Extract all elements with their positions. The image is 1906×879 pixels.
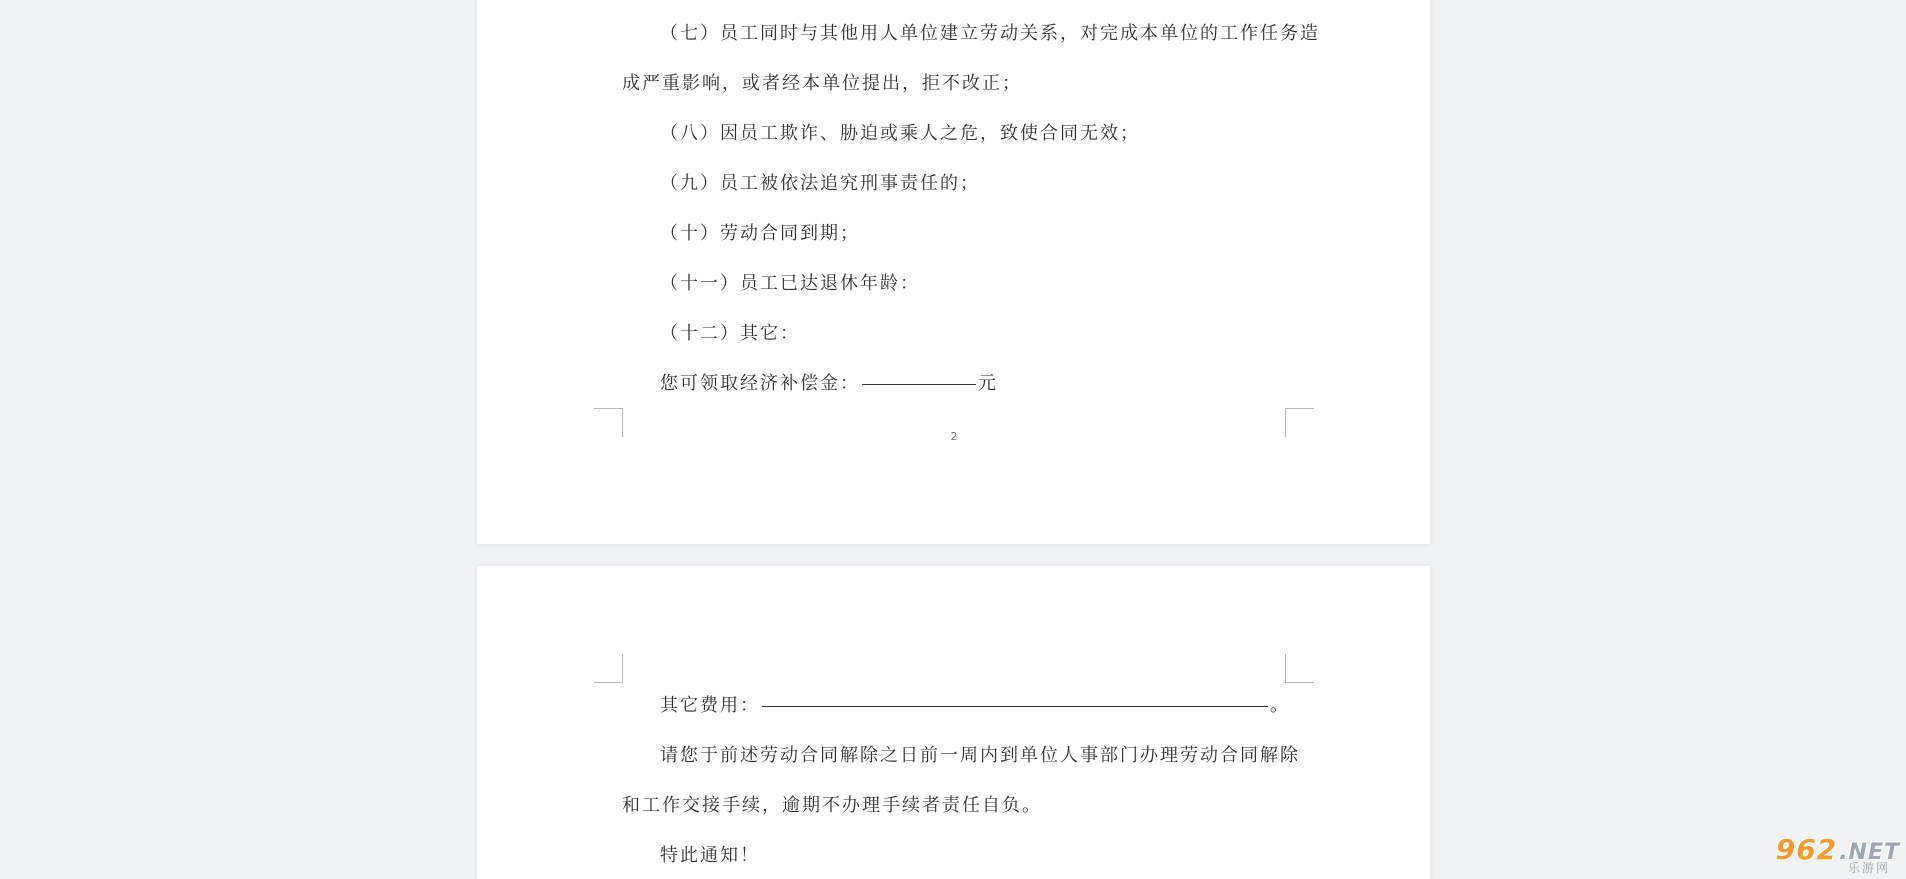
clause-11: （十一）员工已达退休年龄： [660, 273, 920, 294]
document-page-3 [477, 566, 1430, 879]
procedure-line-2: 和工作交接手续，逾期不办理手续者责任自负。 [622, 795, 1042, 816]
document-page-2 [477, 0, 1430, 544]
clause-10: （十）劳动合同到期； [660, 223, 860, 244]
page-number: 2 [950, 430, 958, 443]
watermark-sub: 乐游网 [1847, 861, 1890, 875]
crop-mark-bottom-left [594, 408, 623, 437]
other-fees-end: 。 [1270, 695, 1290, 716]
other-fees-line [660, 694, 1290, 718]
clause-7-line-1: （七）员工同时与其他用人单位建立劳动关系，对完成本单位的工作任务造 [660, 23, 1320, 44]
watermark-number: 962 [1775, 833, 1838, 866]
compensation-blank[interactable] [862, 384, 976, 385]
clause-8: （八）因员工欺诈、胁迫或乘人之危，致使合同无效； [660, 123, 1140, 144]
watermark-main [1768, 833, 1900, 866]
procedure-line-1: 请您于前述劳动合同解除之日前一周内到单位人事部门办理劳动合同解除 [660, 745, 1300, 766]
watermark-net: .NET [1839, 840, 1900, 865]
crop-mark-bottom-right [1285, 408, 1314, 437]
other-fees-blank[interactable] [762, 706, 1268, 707]
compensation-line [660, 372, 998, 396]
compensation-label: 您可领取经济补偿金： [660, 373, 860, 394]
clause-12: （十二）其它： [660, 323, 800, 344]
crop-mark-top-left [594, 654, 623, 683]
other-fees-label: 其它费用： [660, 695, 760, 716]
notice-closing: 特此通知！ [660, 845, 760, 866]
compensation-unit: 元 [978, 373, 998, 394]
crop-mark-top-right [1285, 654, 1314, 683]
clause-7-line-2: 成严重影响，或者经本单位提出，拒不改正； [622, 73, 1022, 94]
watermark-logo [1768, 833, 1900, 875]
clause-9: （九）员工被依法追究刑事责任的； [660, 173, 980, 194]
